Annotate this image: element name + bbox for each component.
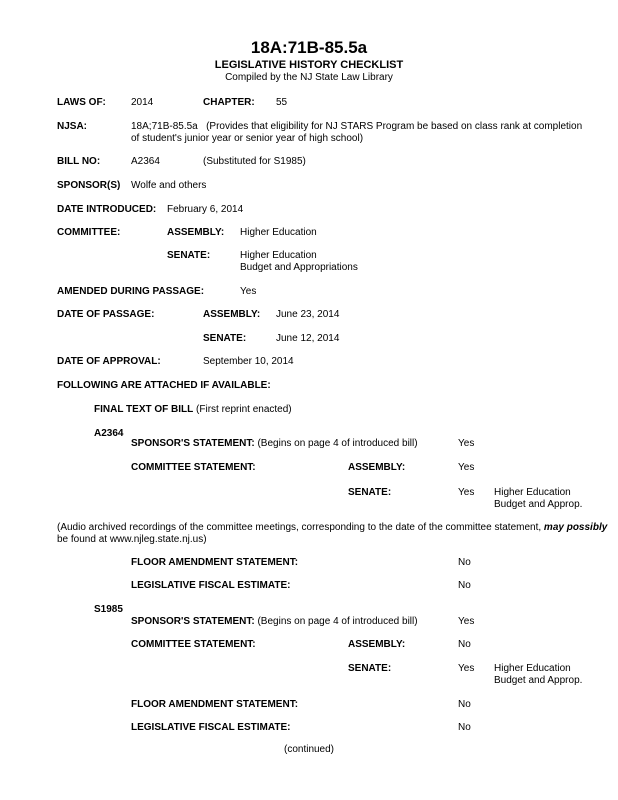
date-of-approval-value: September 10, 2014 <box>203 356 294 367</box>
chapter-label: CHAPTER: <box>203 97 255 108</box>
compiled-by: Compiled by the NJ State Law Library <box>225 72 393 83</box>
audio-note-emphasis: may possibly <box>543 522 608 533</box>
bill-no-note: (Substituted for S1985) <box>203 156 306 167</box>
bill-no-label: BILL NO: <box>57 156 101 167</box>
date-of-passage-label: DATE OF PASSAGE: <box>57 309 155 320</box>
a2364-senate-value: Yes <box>458 487 475 498</box>
sponsors-value: Wolfe and others <box>131 180 207 191</box>
a2364-sponsor-value: Yes <box>458 438 475 449</box>
chapter-value: 55 <box>276 97 288 108</box>
page-title: 18A:71B-85.5a <box>250 38 368 57</box>
bill-no-value: A2364 <box>131 156 160 167</box>
s1985-fiscal-value: No <box>458 722 471 733</box>
a2364-senate-committee-1: Higher Education <box>494 487 571 498</box>
sponsors-label: SPONSOR(S) <box>57 180 121 191</box>
s1985-floor-label: FLOOR AMENDMENT STATEMENT: <box>131 699 299 710</box>
s1985-senate-value: Yes <box>458 663 475 674</box>
passage-assembly-label: ASSEMBLY: <box>203 309 261 320</box>
committee-label: COMMITTEE: <box>57 227 121 238</box>
s1985-committee-label: COMMITTEE STATEMENT: <box>131 639 256 650</box>
committee-assembly-label: ASSEMBLY: <box>167 227 225 238</box>
s1985-assembly-label: ASSEMBLY: <box>348 639 406 650</box>
audio-note-line-1 <box>57 522 607 534</box>
attached-heading: FOLLOWING ARE ATTACHED IF AVAILABLE: <box>57 380 271 391</box>
s1985-sponsor-value: Yes <box>458 616 475 627</box>
a2364-assembly-value: Yes <box>458 462 475 473</box>
final-text-label: FINAL TEXT OF BILL <box>94 404 194 415</box>
a2364-sponsor-note: (Begins on page 4 of introduced bill) <box>257 438 418 449</box>
committee-senate-value-1: Higher Education <box>240 250 317 261</box>
a2364-floor-value: No <box>458 557 471 568</box>
a2364-fiscal-label: LEGISLATIVE FISCAL ESTIMATE: <box>131 580 291 591</box>
date-introduced-label: DATE INTRODUCED: <box>57 204 157 215</box>
amended-value: Yes <box>240 286 257 297</box>
passage-senate-value: June 12, 2014 <box>276 333 340 344</box>
a2364-committee-label: COMMITTEE STATEMENT: <box>131 462 256 473</box>
a2364-bill-label: A2364 <box>94 428 124 439</box>
amended-label: AMENDED DURING PASSAGE: <box>57 286 205 297</box>
s1985-senate-committee-1: Higher Education <box>494 663 571 674</box>
page-subtitle: LEGISLATIVE HISTORY CHECKLIST <box>214 59 404 71</box>
passage-assembly-value: June 23, 2014 <box>276 309 340 320</box>
njsa-description: (Provides that eligibility for NJ STARS Program be based on class rank at completion of student's junior year or senior year of high school) <box>131 121 583 144</box>
s1985-sponsor-line <box>131 616 418 628</box>
s1985-sponsor-note: (Begins on page 4 of introduced bill) <box>257 616 418 627</box>
committee-senate-label: SENATE: <box>167 250 211 261</box>
s1985-floor-value: No <box>458 699 471 710</box>
date-of-approval-label: DATE OF APPROVAL: <box>57 356 161 367</box>
passage-senate-label: SENATE: <box>203 333 247 344</box>
a2364-senate-label: SENATE: <box>348 487 392 498</box>
s1985-sponsor-label: SPONSOR'S STATEMENT: <box>131 616 255 627</box>
committee-assembly-value: Higher Education <box>240 227 317 238</box>
final-text-note: (First reprint enacted) <box>196 404 292 415</box>
a2364-assembly-label: ASSEMBLY: <box>348 462 406 473</box>
njsa-value: 18A;71B-85.5a <box>131 121 198 132</box>
s1985-senate-committee-2: Budget and Approp. <box>494 675 583 686</box>
njsa-text <box>131 121 591 145</box>
committee-senate-value-2: Budget and Appropriations <box>240 262 358 273</box>
a2364-fiscal-value: No <box>458 580 471 591</box>
laws-of-label: LAWS OF: <box>57 97 106 108</box>
a2364-senate-committee-2: Budget and Approp. <box>494 499 583 510</box>
s1985-bill-label: S1985 <box>94 604 123 615</box>
laws-of-value: 2014 <box>131 97 154 108</box>
s1985-assembly-value: No <box>458 639 471 650</box>
s1985-senate-label: SENATE: <box>348 663 392 674</box>
date-introduced-value: February 6, 2014 <box>167 204 244 215</box>
njsa-label: NJSA: <box>57 121 88 132</box>
continued-note: (continued) <box>283 744 335 755</box>
a2364-floor-label: FLOOR AMENDMENT STATEMENT: <box>131 557 299 568</box>
audio-note-line-2: be found at www.njleg.state.nj.us) <box>57 534 207 545</box>
a2364-sponsor-label: SPONSOR'S STATEMENT: <box>131 438 255 449</box>
audio-note-text-before: (Audio archived recordings of the committee meetings, corresponding to the date of the committee statement, <box>57 522 544 533</box>
a2364-sponsor-line <box>131 438 418 450</box>
s1985-fiscal-label: LEGISLATIVE FISCAL ESTIMATE: <box>131 722 291 733</box>
final-text-line <box>94 404 292 416</box>
